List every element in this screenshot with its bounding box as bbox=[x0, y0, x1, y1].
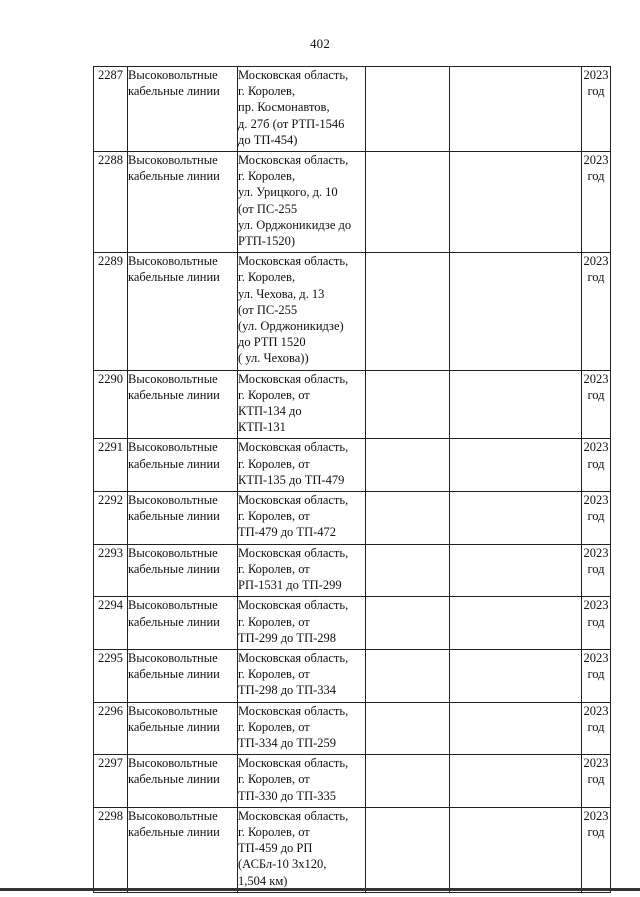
address-line: Московская область, bbox=[238, 808, 349, 823]
empty-cell bbox=[366, 67, 450, 152]
year-line: 2023 bbox=[583, 493, 609, 508]
scan-bottom-edge bbox=[0, 888, 640, 891]
table-row bbox=[94, 544, 611, 597]
row-number-cell: 2287 bbox=[94, 67, 128, 152]
year-line: 2023 bbox=[583, 703, 609, 718]
row-number-cell: 2297 bbox=[94, 755, 128, 808]
row-number-cell: 2289 bbox=[94, 253, 128, 370]
year-line: год bbox=[587, 719, 605, 734]
year-cell bbox=[582, 544, 611, 597]
table-row bbox=[94, 439, 611, 492]
address-line: ул. Орджоникидзе до bbox=[238, 217, 352, 232]
address-cell bbox=[238, 755, 366, 808]
year-cell bbox=[582, 439, 611, 492]
object-type-line: кабельные линии bbox=[128, 614, 220, 629]
year-cell bbox=[582, 152, 611, 253]
empty-cell bbox=[366, 152, 450, 253]
address-line: до РТП 1520 bbox=[238, 335, 306, 350]
empty-cell bbox=[450, 152, 582, 253]
address-line: ул. Чехова, д. 13 bbox=[238, 286, 325, 301]
address-line: д. 27б (от РТП-1546 bbox=[238, 116, 345, 131]
row-number-cell: 2295 bbox=[94, 649, 128, 702]
address-line: Московская область, bbox=[238, 650, 349, 665]
empty-cell bbox=[450, 492, 582, 545]
empty-cell bbox=[366, 370, 450, 439]
year-line: год bbox=[587, 772, 605, 787]
row-number-cell: 2298 bbox=[94, 807, 128, 892]
address-line: ТП-298 до ТП-334 bbox=[238, 683, 337, 698]
address-line: ТП-330 до ТП-335 bbox=[238, 788, 337, 803]
address-cell bbox=[238, 702, 366, 755]
address-line: ул. Урицкого, д. 10 bbox=[238, 185, 338, 200]
address-line: Московская область, bbox=[238, 493, 349, 508]
empty-cell bbox=[366, 439, 450, 492]
table-row bbox=[94, 702, 611, 755]
address-cell bbox=[238, 370, 366, 439]
object-type-cell bbox=[128, 370, 238, 439]
address-line: РТП-1520) bbox=[238, 234, 296, 249]
year-line: 2023 bbox=[583, 254, 609, 269]
address-cell bbox=[238, 67, 366, 152]
address-line: РП-1531 до ТП-299 bbox=[238, 578, 342, 593]
empty-cell bbox=[366, 253, 450, 370]
object-type-cell bbox=[128, 152, 238, 253]
empty-cell bbox=[366, 544, 450, 597]
empty-cell bbox=[366, 597, 450, 650]
year-line: год bbox=[587, 456, 605, 471]
year-line: 2023 bbox=[583, 153, 609, 168]
object-type-line: кабельные линии bbox=[128, 387, 220, 402]
address-line: ТП-334 до ТП-259 bbox=[238, 735, 337, 750]
year-line: 2023 bbox=[583, 371, 609, 386]
object-type-cell bbox=[128, 544, 238, 597]
object-type-cell bbox=[128, 67, 238, 152]
year-line: 2023 bbox=[583, 440, 609, 455]
address-line: г. Королев, bbox=[238, 84, 296, 99]
address-cell bbox=[238, 253, 366, 370]
empty-cell bbox=[366, 755, 450, 808]
address-line: Московская область, bbox=[238, 440, 349, 455]
year-line: год bbox=[587, 270, 605, 285]
object-type-line: кабельные линии bbox=[128, 824, 220, 839]
object-type-line: кабельные линии bbox=[128, 456, 220, 471]
address-line: Московская область, bbox=[238, 756, 349, 771]
empty-cell bbox=[450, 544, 582, 597]
registry-table bbox=[93, 66, 611, 893]
address-line: г. Королев, от bbox=[238, 456, 310, 471]
address-line: г. Королев, от bbox=[238, 719, 310, 734]
address-line: до ТП-454) bbox=[238, 132, 298, 147]
address-line: Московская область, bbox=[238, 153, 349, 168]
empty-cell bbox=[366, 807, 450, 892]
row-number-cell: 2294 bbox=[94, 597, 128, 650]
address-line: г. Королев, от bbox=[238, 824, 310, 839]
year-cell bbox=[582, 370, 611, 439]
address-cell bbox=[238, 597, 366, 650]
address-cell bbox=[238, 152, 366, 253]
empty-cell bbox=[366, 702, 450, 755]
year-line: год bbox=[587, 84, 605, 99]
empty-cell bbox=[450, 253, 582, 370]
year-line: год bbox=[587, 667, 605, 682]
table-row bbox=[94, 253, 611, 370]
object-type-line: кабельные линии bbox=[128, 772, 220, 787]
address-line: КТП-135 до ТП-479 bbox=[238, 472, 345, 487]
table-row bbox=[94, 807, 611, 892]
address-cell bbox=[238, 492, 366, 545]
table-row bbox=[94, 597, 611, 650]
year-line: 2023 bbox=[583, 545, 609, 560]
address-line: ТП-479 до ТП-472 bbox=[238, 525, 337, 540]
object-type-line: кабельные линии bbox=[128, 667, 220, 682]
empty-cell bbox=[366, 492, 450, 545]
address-line: г. Королев, от bbox=[238, 667, 310, 682]
year-line: год bbox=[587, 387, 605, 402]
year-line: год bbox=[587, 824, 605, 839]
empty-cell bbox=[450, 649, 582, 702]
empty-cell bbox=[450, 755, 582, 808]
object-type-cell bbox=[128, 755, 238, 808]
row-number-cell: 2291 bbox=[94, 439, 128, 492]
year-line: год bbox=[587, 614, 605, 629]
address-line: ( ул. Чехова)) bbox=[238, 351, 309, 366]
object-type-line: Высоковольтные bbox=[128, 153, 218, 168]
address-line: г. Королев, от bbox=[238, 561, 310, 576]
object-type-line: кабельные линии bbox=[128, 561, 220, 576]
year-cell bbox=[582, 702, 611, 755]
address-cell bbox=[238, 649, 366, 702]
table-row bbox=[94, 492, 611, 545]
row-number-cell: 2292 bbox=[94, 492, 128, 545]
address-line: г. Королев, bbox=[238, 270, 296, 285]
address-line: (от ПС-255 bbox=[238, 201, 298, 216]
year-cell bbox=[582, 597, 611, 650]
object-type-line: кабельные линии bbox=[128, 719, 220, 734]
row-number-cell: 2290 bbox=[94, 370, 128, 439]
table-row bbox=[94, 152, 611, 253]
year-line: 2023 bbox=[583, 650, 609, 665]
address-line: (от ПС-255 bbox=[238, 302, 298, 317]
registry-table-body bbox=[94, 67, 611, 893]
address-line: Московская область, bbox=[238, 545, 349, 560]
address-line: пр. Космонавтов, bbox=[238, 100, 330, 115]
object-type-line: кабельные линии bbox=[128, 270, 220, 285]
address-line: ТП-459 до РП bbox=[238, 841, 313, 856]
object-type-line: Высоковольтные bbox=[128, 440, 218, 455]
year-line: год bbox=[587, 561, 605, 576]
address-line: (ул. Орджоникидзе) bbox=[238, 319, 344, 334]
address-line: Московская область, bbox=[238, 68, 349, 82]
year-cell bbox=[582, 755, 611, 808]
year-line: год bbox=[587, 509, 605, 524]
object-type-cell bbox=[128, 597, 238, 650]
year-line: год bbox=[587, 169, 605, 184]
object-type-line: Высоковольтные bbox=[128, 703, 218, 718]
address-line: 1,504 км) bbox=[238, 873, 288, 888]
object-type-cell bbox=[128, 253, 238, 370]
empty-cell bbox=[450, 67, 582, 152]
object-type-cell bbox=[128, 649, 238, 702]
year-line: 2023 bbox=[583, 808, 609, 823]
address-line: Московская область, bbox=[238, 254, 349, 269]
address-line: Московская область, bbox=[238, 371, 349, 386]
table-row bbox=[94, 649, 611, 702]
object-type-line: Высоковольтные bbox=[128, 545, 218, 560]
address-cell bbox=[238, 807, 366, 892]
address-line: КТП-134 до bbox=[238, 404, 302, 419]
object-type-line: Высоковольтные bbox=[128, 756, 218, 771]
object-type-line: Высоковольтные bbox=[128, 493, 218, 508]
year-cell bbox=[582, 492, 611, 545]
object-type-line: Высоковольтные bbox=[128, 371, 218, 386]
address-line: г. Королев, от bbox=[238, 614, 310, 629]
address-line: г. Королев, bbox=[238, 169, 296, 184]
year-cell bbox=[582, 649, 611, 702]
year-line: 2023 bbox=[583, 598, 609, 613]
year-cell bbox=[582, 807, 611, 892]
empty-cell bbox=[450, 597, 582, 650]
object-type-cell bbox=[128, 492, 238, 545]
address-cell bbox=[238, 439, 366, 492]
empty-cell bbox=[450, 807, 582, 892]
year-cell bbox=[582, 67, 611, 152]
object-type-line: Высоковольтные bbox=[128, 68, 218, 82]
object-type-cell bbox=[128, 702, 238, 755]
year-line: 2023 bbox=[583, 756, 609, 771]
year-cell bbox=[582, 253, 611, 370]
object-type-cell bbox=[128, 439, 238, 492]
row-number-cell: 2293 bbox=[94, 544, 128, 597]
empty-cell bbox=[450, 439, 582, 492]
table-row bbox=[94, 67, 611, 152]
object-type-line: Высоковольтные bbox=[128, 598, 218, 613]
page-number: 402 bbox=[309, 36, 331, 51]
empty-cell bbox=[450, 702, 582, 755]
year-line: 2023 bbox=[583, 68, 609, 82]
address-line: г. Королев, от bbox=[238, 387, 310, 402]
row-number-cell: 2288 bbox=[94, 152, 128, 253]
table-row bbox=[94, 370, 611, 439]
address-cell bbox=[238, 544, 366, 597]
object-type-cell bbox=[128, 807, 238, 892]
address-line: г. Королев, от bbox=[238, 509, 310, 524]
object-type-line: кабельные линии bbox=[128, 84, 220, 99]
address-line: КТП-131 bbox=[238, 420, 286, 435]
address-line: (АСБл-10 3х120, bbox=[238, 857, 327, 872]
address-line: Московская область, bbox=[238, 703, 349, 718]
object-type-line: кабельные линии bbox=[128, 509, 220, 524]
object-type-line: Высоковольтные bbox=[128, 650, 218, 665]
empty-cell bbox=[450, 370, 582, 439]
address-line: ТП-299 до ТП-298 bbox=[238, 630, 337, 645]
row-number-cell: 2296 bbox=[94, 702, 128, 755]
object-type-line: кабельные линии bbox=[128, 169, 220, 184]
address-line: Московская область, bbox=[238, 598, 349, 613]
table-row bbox=[94, 755, 611, 808]
empty-cell bbox=[366, 649, 450, 702]
object-type-line: Высоковольтные bbox=[128, 808, 218, 823]
address-line: г. Королев, от bbox=[238, 772, 310, 787]
object-type-line: Высоковольтные bbox=[128, 254, 218, 269]
